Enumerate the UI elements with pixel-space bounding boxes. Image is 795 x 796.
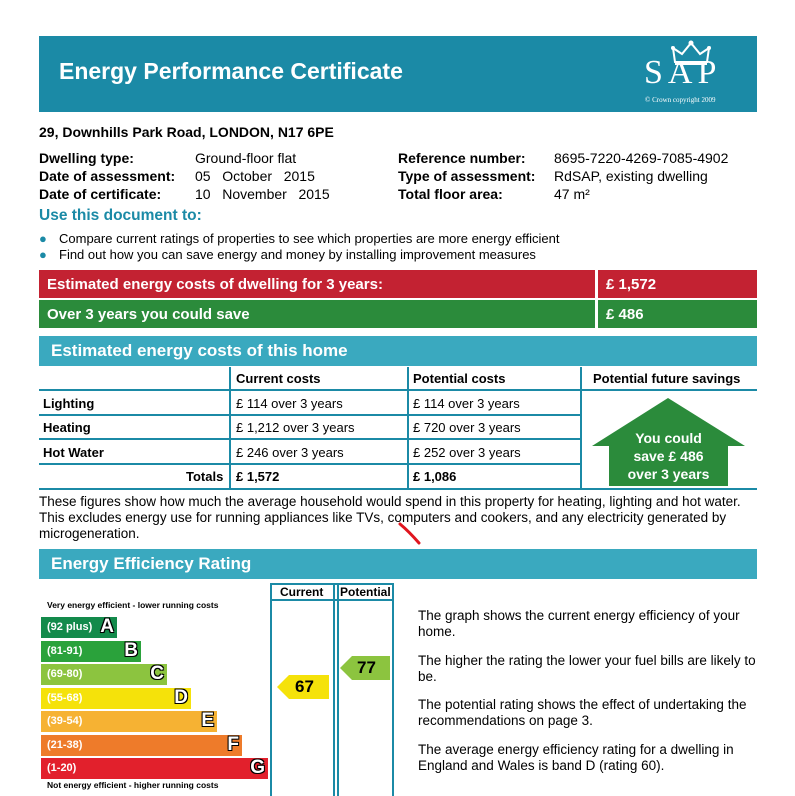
assessment-date-label: Date of assessment: — [39, 168, 176, 184]
header-current-costs: Current costs — [236, 371, 321, 386]
bottom-caption: Not energy efficient - higher running costs — [47, 780, 219, 790]
assessment-type-label: Type of assessment: — [398, 168, 536, 184]
savings-bar — [39, 300, 595, 328]
reference-label: Reference number: — [398, 150, 526, 166]
use-document-bullet: ● Find out how you can save energy and money by installing improvement measures — [39, 247, 536, 262]
band-range: (81-91) — [47, 644, 83, 657]
chart-divider — [270, 583, 272, 796]
use-document-title: Use this document to: — [39, 207, 202, 224]
savings-arrow-text — [609, 429, 728, 483]
table-divider — [582, 389, 757, 391]
band-range: (55-68) — [47, 691, 83, 704]
savings-label: Over 3 years you could save — [47, 306, 250, 323]
table-divider — [407, 367, 409, 490]
band-letter: C — [150, 663, 164, 684]
assessment-type-value: RdSAP, existing dwelling — [554, 168, 708, 184]
top-caption: Very energy efficient - lower running costs — [47, 600, 219, 610]
current-rating-value: 67 — [295, 677, 314, 696]
band-range: (92 plus) — [47, 621, 93, 633]
costs-note: These figures show how much the average household would spend in this property for heating, lighting and hot water. This excludes energy use for running appliances like TVs, computers and cookers, and any electricity generated by microgeneration. — [39, 494, 741, 541]
savings-value-box — [598, 300, 757, 328]
savings-arrow-line: save £ 486 — [633, 448, 704, 464]
use-document-bullet: ● Compare current ratings of properties to see which properties are more energy efficient — [39, 231, 560, 246]
dwelling-type-value: Ground-floor flat — [195, 150, 297, 166]
rating-band-c — [41, 664, 167, 685]
rating-chart — [39, 583, 396, 796]
hot-water-current-cost: £ 246 over 3 years — [236, 445, 344, 460]
band-range: (1-20) — [47, 762, 77, 774]
table-divider — [39, 463, 582, 465]
lighting-potential-cost: £ 114 over 3 years — [413, 396, 520, 411]
chart-divider — [333, 583, 335, 796]
certificate-date-value: 10 November 2015 — [195, 186, 330, 202]
row-label-heating: Heating — [43, 420, 91, 435]
rating-band-d — [41, 688, 191, 709]
property-address: 29, Downhills Park Road, LONDON, N17 6PE — [39, 124, 334, 140]
estimated-cost-value: £ 1,572 — [606, 276, 657, 293]
pen-annotation-mark — [398, 521, 424, 547]
dwelling-type-label: Dwelling type: — [39, 150, 134, 166]
estimated-cost-value-box — [598, 270, 757, 298]
band-letter: A — [100, 616, 114, 637]
copyright-text: © Crown copyright 2009 — [645, 96, 716, 104]
rating-section-title: Energy Efficiency Rating — [51, 554, 252, 573]
totals-label: Totals — [186, 469, 224, 484]
band-range: (39-54) — [47, 715, 83, 727]
assessment-date-value: 05 October 2015 — [195, 168, 315, 184]
band-letter: D — [174, 686, 188, 708]
chart-divider — [337, 583, 339, 796]
rating-explanation: The graph shows the current energy efficiency of your home. — [418, 608, 740, 639]
floor-area-value: 47 m² — [554, 186, 590, 202]
sap-logo — [639, 40, 747, 110]
rating-band-e — [41, 711, 217, 732]
chart-divider — [392, 583, 394, 796]
certificate-date-label: Date of certificate: — [39, 186, 162, 202]
estimated-cost-label: Estimated energy costs of dwelling for 3 years: — [47, 276, 383, 293]
rating-section-header — [39, 549, 757, 579]
hot-water-potential-cost: £ 252 over 3 years — [413, 445, 521, 460]
rating-band-g — [41, 758, 268, 779]
total-potential-cost: £ 1,086 — [413, 469, 457, 484]
table-divider — [39, 438, 582, 440]
band-range: (21-38) — [47, 738, 83, 751]
costs-section-title: Estimated energy costs of this home — [51, 341, 348, 360]
savings-arrow-line: You could — [635, 430, 702, 446]
band-letter: B — [124, 639, 138, 661]
header-potential-costs: Potential costs — [413, 371, 506, 386]
rating-band-f — [41, 735, 242, 756]
sap-logo-text: SAP — [644, 54, 722, 91]
band-range: (69-80) — [47, 668, 83, 680]
row-label-hot-water: Hot Water — [43, 445, 104, 460]
potential-rating-value: 77 — [357, 658, 376, 677]
band-letter: G — [250, 757, 265, 778]
table-divider — [39, 488, 757, 490]
band-letter: F — [227, 733, 239, 755]
total-current-cost: £ 1,572 — [236, 469, 280, 484]
bullet-text: Compare current ratings of properties to see which properties are more energy efficient — [59, 231, 560, 246]
costs-table — [39, 367, 757, 490]
header-future-savings: Potential future savings — [593, 371, 741, 386]
rating-explanation: The average energy efficiency rating for a dwelling in England and Wales is band D (rating 60). — [418, 742, 734, 773]
table-divider — [580, 367, 582, 490]
potential-column-header: Potential — [340, 585, 391, 599]
rating-explanation: The higher the rating the lower your fuel bills are likely to be. — [418, 653, 756, 684]
certificate-title: Energy Performance Certificate — [59, 58, 403, 84]
rating-band-b — [41, 641, 141, 662]
estimated-cost-bar — [39, 270, 595, 298]
lighting-current-cost: £ 114 over 3 years — [236, 396, 343, 411]
heating-potential-cost: £ 720 over 3 years — [413, 420, 521, 435]
chart-divider — [270, 599, 394, 601]
floor-area-label: Total floor area: — [398, 186, 503, 202]
costs-section-header — [39, 336, 757, 366]
reference-value: 8695-7220-4269-7085-4902 — [554, 150, 729, 166]
bullet-text: Find out how you can save energy and money by installing improvement measures — [59, 247, 536, 262]
table-divider — [39, 414, 582, 416]
band-letter: E — [201, 710, 214, 731]
heating-current-cost: £ 1,212 over 3 years — [236, 420, 355, 435]
certificate-header — [39, 36, 757, 112]
table-divider — [39, 389, 582, 391]
rating-band-a — [41, 617, 117, 638]
rating-explanation: The potential rating shows the effect of undertaking the recommendations on page 3. — [418, 697, 747, 728]
current-column-header: Current — [280, 585, 324, 599]
row-label-lighting: Lighting — [43, 396, 95, 411]
savings-arrow-line: over 3 years — [627, 466, 710, 482]
table-divider — [229, 367, 231, 490]
savings-value: £ 486 — [606, 306, 644, 323]
